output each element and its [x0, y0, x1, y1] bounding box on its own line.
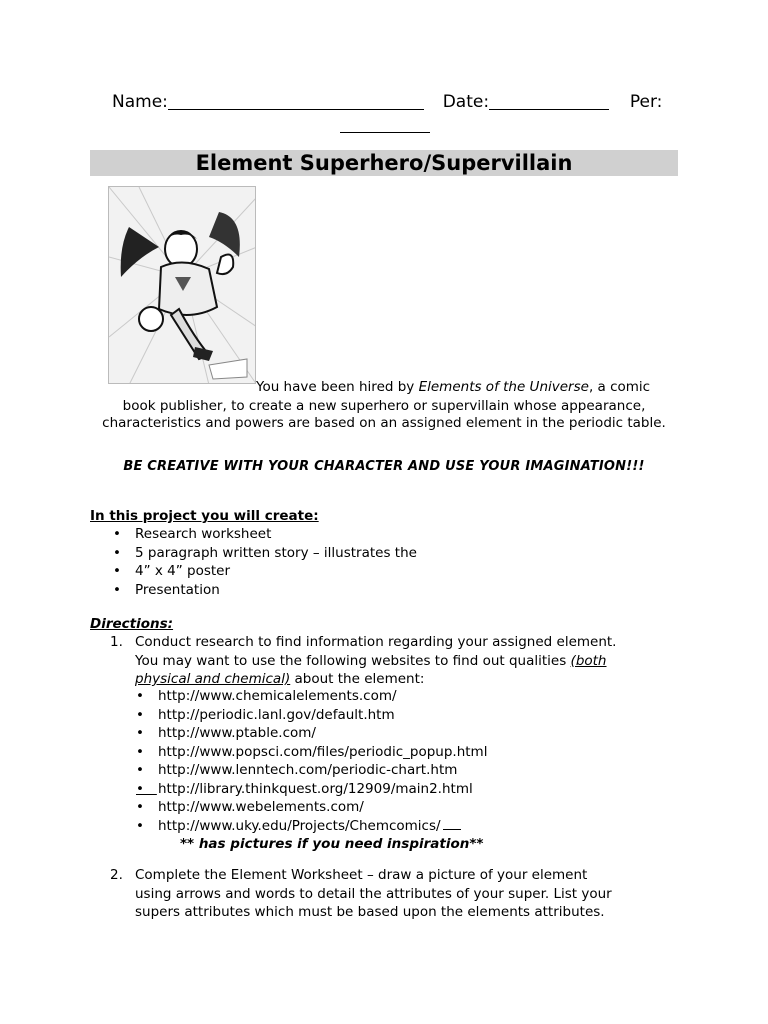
- list-item-text: Presentation: [135, 581, 220, 598]
- step-text-part: You may want to use the following websites to find out qualities: [135, 652, 571, 669]
- name-blank[interactable]: [168, 93, 424, 110]
- list-item[interactable]: • http://periodic.lanl.gov/default.htm: [136, 706, 395, 723]
- direction-step-1: [110, 633, 617, 689]
- website-link[interactable]: http://www.lenntech.com/periodic-chart.htm: [158, 762, 458, 778]
- name-label: Name:: [112, 92, 168, 112]
- list-item-text: Research worksheet: [135, 526, 272, 542]
- website-link[interactable]: http://library.thinkquest.org/12909/main2.html: [158, 780, 473, 797]
- intro-text: , a comic: [588, 379, 651, 395]
- list-item[interactable]: • http://www.webelements.com/: [136, 799, 364, 815]
- list-item[interactable]: • http://www.uky.edu/Projects/Chemcomics/: [158, 817, 487, 836]
- list-item[interactable]: • http://library.thinkquest.org/12909/main2.html: [136, 780, 473, 797]
- list-item[interactable]: • http://www.ptable.com/: [136, 725, 316, 741]
- step-text: supers attributes which must be based upon the elements attributes.: [135, 904, 605, 920]
- project-list: [113, 525, 417, 599]
- list-item: • Research worksheet: [113, 526, 272, 542]
- date-blank[interactable]: [489, 93, 609, 110]
- website-link[interactable]: http://www.webelements.com/: [158, 799, 364, 815]
- step-text: [135, 670, 616, 689]
- inspiration-note: ** has pictures if you need inspiration**: [180, 836, 484, 852]
- intro-text: You have been hired by: [256, 379, 419, 395]
- website-list: [136, 687, 488, 835]
- publisher-name: Elements of the Universe: [418, 379, 589, 395]
- per-blank[interactable]: [340, 118, 430, 133]
- project-heading: In this project you will create:: [90, 508, 319, 524]
- date-label: Date:: [442, 92, 490, 112]
- direction-step-2: [110, 866, 612, 922]
- step-text: using arrows and words to detail the attributes of your super. List your: [135, 885, 612, 902]
- intro-line-3: characteristics and powers are based on an assigned element in the periodic table.: [102, 415, 666, 431]
- website-link[interactable]: http://www.ptable.com/: [158, 725, 316, 741]
- intro-line-2: book publisher, to create a new superhero or supervillain whose appearance,: [122, 398, 646, 414]
- website-link[interactable]: http://periodic.lanl.gov/default.htm: [158, 706, 395, 723]
- directions-heading: Directions:: [90, 616, 174, 632]
- list-item: • Presentation: [113, 581, 220, 598]
- step-text: [135, 652, 616, 671]
- website-link[interactable]: http://www.popsci.com/files/periodic_popup.html: [158, 743, 488, 760]
- list-item[interactable]: • http://www.popsci.com/files/periodic_popup.html: [136, 743, 488, 760]
- step-text: Conduct research to find information regarding your assigned element.: [135, 634, 617, 650]
- list-item[interactable]: • http://www.chemicalelements.com/: [136, 688, 397, 704]
- list-item-text: 5 paragraph written story – illustrates the: [135, 544, 417, 561]
- list-item[interactable]: • http://www.lenntech.com/periodic-chart.htm: [136, 762, 458, 778]
- list-item-text: 4” x 4” poster: [135, 563, 231, 579]
- step-number: 2.: [110, 867, 123, 883]
- step-emphasis: (both: [570, 652, 607, 669]
- step-text: Complete the Element Worksheet – draw a picture of your element: [135, 867, 588, 883]
- intro-line-1: [256, 379, 650, 395]
- step-number: 1.: [110, 634, 123, 650]
- step-emphasis: physical and chemical): [135, 671, 291, 687]
- step-text-part: about the element:: [290, 671, 425, 687]
- website-link[interactable]: http://www.uky.edu/Projects/Chemcomics/: [158, 817, 441, 834]
- superhero-illustration: [108, 186, 256, 384]
- page-title: Element Superhero/Supervillain: [90, 150, 678, 176]
- website-link[interactable]: http://www.chemicalelements.com/: [158, 688, 397, 704]
- header-fields: [112, 92, 672, 112]
- creative-callout: BE CREATIVE WITH YOUR CHARACTER AND USE YOUR IMAGINATION!!!: [123, 459, 645, 474]
- list-item: • 4” x 4” poster: [113, 563, 231, 579]
- per-label: Per:: [629, 92, 663, 112]
- list-item: • 5 paragraph written story – illustrates the: [113, 544, 417, 561]
